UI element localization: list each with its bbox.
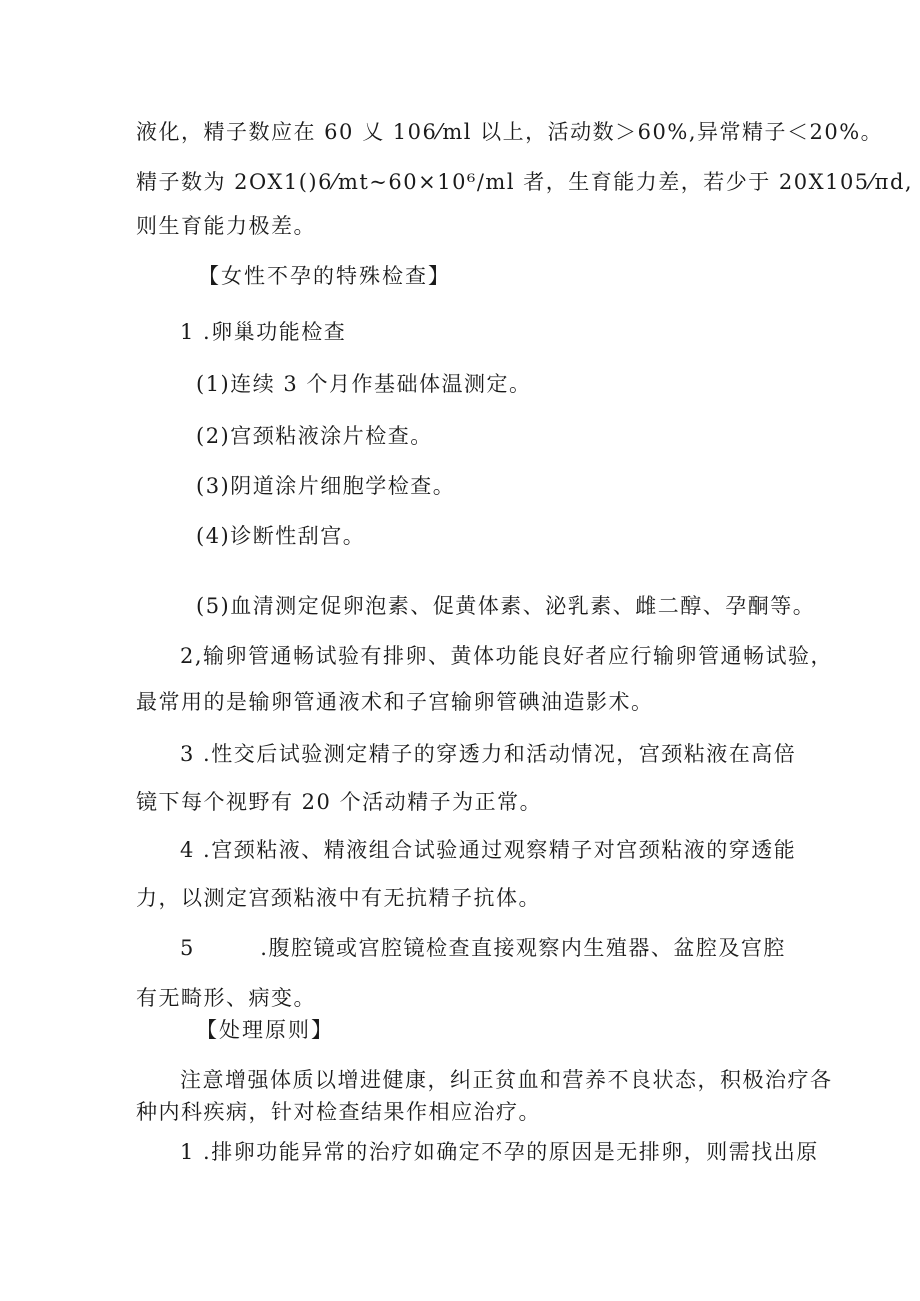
text-line-item-1: (1)连续 3 个月作基础体温测定。 [196, 372, 532, 396]
text-line-semen-liquefaction: 液化，精子数应在 60 乂 106⁄ml 以上，活动数＞60%,异常精子＜20%。 [136, 120, 884, 144]
text-line-laparoscopy: 5 .腹腔镜或宫腔镜检查直接观察内生殖器、盆腔及宫腔 [180, 936, 786, 960]
text-line-antisperm-antibody: 力，以测定宫颈粘液中有无抗精子抗体。 [136, 886, 541, 910]
text-line-postcoital-test: 3 .性交后试验测定精子的穿透力和活动情况，宫颈粘液在高倍 [180, 742, 797, 766]
text-line-mucus-semen-test: 4 .宫颈粘液、精液组合试验通过观察精子对宫颈粘液的穿透能 [180, 838, 797, 862]
text-line-tubal-patency: 2,输卵管通畅试验有排卵、黄体功能良好者应行输卵管通畅试验， [180, 644, 834, 668]
text-line-postcoital-normal: 镜下每个视野有 20 个活动精子为正常。 [136, 790, 543, 814]
text-line-item-3: (3)阴道涂片细胞学检查。 [196, 474, 456, 498]
text-line-sperm-count: 精子数为 2OX1()6⁄mt~60×10⁶/ml 者，生育能力差，若少于 20X105⁄πd, [136, 170, 914, 194]
text-line-tubal-methods: 最常用的是输卵管通液术和子宫输卵管碘油造影术。 [136, 690, 654, 714]
text-line-item-4: (4)诊断性刮宫。 [196, 524, 366, 548]
text-line-malformation: 有无畸形、病变。 [136, 986, 316, 1010]
text-line-fertility-poor: 则生育能力极差。 [136, 214, 316, 238]
text-line-item-5: (5)血清测定促卵泡素、促黄体素、泌乳素、雌二醇、孕酮等。 [196, 594, 816, 618]
text-line-ovulation-treatment: 1 .排卵功能异常的治疗如确定不孕的原因是无排卵，则需找出原 [180, 1140, 819, 1164]
text-line-item-2: (2)宫颈粘液涂片检查。 [196, 424, 433, 448]
text-line-treatment-targeted: 种内科疾病，针对检查结果作相应治疗。 [136, 1100, 541, 1124]
text-line-treatment-general: 注意增强体质以增进健康，纠正贫血和营养不良状态，积极治疗各 [180, 1068, 833, 1092]
section-heading-female-exam: 【女性不孕的特殊检查】 [198, 264, 451, 288]
section-heading-treatment: 【处理原则】 [196, 1018, 334, 1042]
text-line-ovary-function: 1 .卵巢功能检查 [180, 320, 347, 344]
